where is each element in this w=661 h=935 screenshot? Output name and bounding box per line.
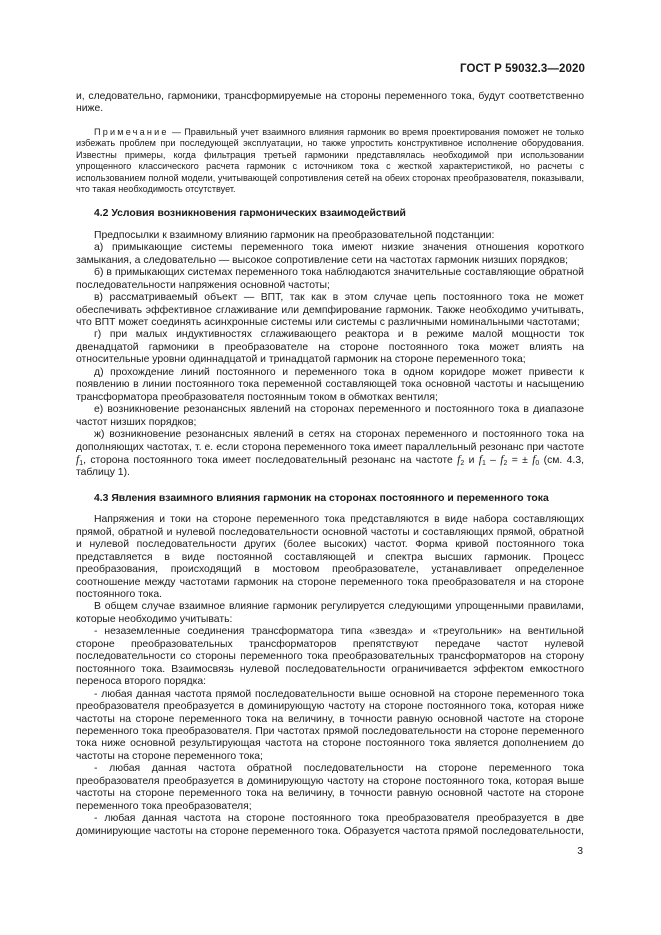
list-item-e: е) возникновение резонансных явлений на сторонах переменного и постоянного тока в диапазоне частот низших порядков;	[76, 404, 584, 428]
section-4-3-paragraph: Напряжения и токи на стороне переменного тока представляются в виде набора составляющих прямой, обратной и нулевой последовательности основной частоты и составляющих прямой, обратной и нулевой последовательности других (более высоких) частот. Форма кривой постоянного тока представляется в виде постоянной составляющей и спектра высших гармоник. Процесс преобразования, происходящий в мостовом преобразователе, устанавливает определенное соотношение между частотами гармоник на стороне переменного тока преобразователя и на стороне постоянного тока.	[76, 514, 584, 601]
note-text: — Правильный учет взаимного влияния гармоник во время проектирования поможет не только избежать проблем при последующей эксплуатации, но также упростить конструктивное исполнение оборудования. Известны примеры, когда фильтрация третьей гармоники представлялась необходимой при использовании упрощенного классического расчета гармоник с источником тока с жесткой характеристикой, но расчеты с использованием полной модели, учитывающей сопротивления сетей на обеих сторонах преобразователя, показывали, что такая необходимость отсутствует.	[76, 126, 584, 194]
list-item-d: д) прохождение линий постоянного и переменного тока в одном коридоре может привести к появлению в линии постоянного тока переменной составляющей тока основной частоты и насыщению трансформатора преобразователя постоянным током в обмотках вентиля;	[76, 366, 584, 403]
section-4-3-paragraph: - любая данная частота прямой последовательности выше основной на стороне переменного тока преобразователя преобразуется в доминирующую частоту на стороне постоянного тока, которая ниже частоты на стороне переменного тока на величину, в точности равную основной частоте на стороне переменного тока преобразователя. При частотах прямой последовательности на стороне переменного тока ниже основной результирующая частота на стороне постоянного тока является дополнением до частоты на стороне переменного тока;	[76, 688, 584, 762]
section-4-3-paragraph: - незаземленные соединения трансформатора типа «звезда» и «треугольник» на вентильной стороне преобразовательных трансформаторов препятствуют передаче частот нулевой последовательности со стороны переменного тока преобразовательных трансформаторов на сторону постоянного тока. Взаимосвязь нулевой последовательности ограничивается эффектом емкостного переноса второго порядка:	[76, 626, 584, 688]
list-item-v: в) рассматриваемый объект — ВПТ, так как в этом случае цепь постоянного тока не может обеспечивать эффективное сглаживание или демпфирование гармоник. Также необходимо учитывать, что ВПТ может соединять асинхронные системы или системы с различными номинальными частотами;	[76, 292, 584, 328]
document-body	[76, 91, 584, 838]
list-item-g: г) при малых индуктивностях сглаживающего реактора и в режиме малой мощности ток двенадцатой гармоники в преобразователе на стороне постоянного тока может влиять на относительные уровни одиннадцатой и тринадцатой гармоник на стороне переменного тока;	[76, 329, 584, 366]
section-4-2-title: 4.2 Условия возникновения гармонических взаимодействий	[94, 208, 406, 220]
note-label: Примечание	[94, 126, 169, 137]
page-number: 3	[577, 846, 583, 857]
intro-paragraph: и, следовательно, гармоники, трансформируемые на стороны переменного тока, будут соответственно ниже.	[76, 91, 584, 115]
section-4-3-title: 4.3 Явления взаимного влияния гармоник на сторонах постоянного и переменного тока	[94, 492, 549, 504]
section-4-3-paragraph: - любая данная частота на стороне постоянного тока преобразователя преобразуется в две доминирующие частоты на стороне переменного тока. Образуется частота прямой последовательности,	[76, 813, 584, 837]
note-paragraph	[76, 127, 584, 195]
section-4-2-lead: Предпосылки к взаимному влиянию гармоник на преобразовательной подстанции:	[94, 229, 495, 241]
list-item-b: б) в примыкающих системах переменного тока наблюдаются значительные составляющие обратной последовательности напряжения основной частоты;	[76, 267, 584, 291]
list-item-zh: ж) возникновение резонансных явлений в сетях на сторонах переменного и постоянного тока на дополняющих частотах, т. е. если сторона переменного тока имеет параллельный резонанс при частоте $f_1$, сторона постоянного тока имеет последовательный резонанс на частоте $f_2$ и $f_1 - f_2$ = ± $f_0$ (см. 4.3, таблицу 1).	[76, 429, 584, 479]
section-4-3-paragraph: - любая данная частота обратной последовательности на стороне переменного тока преобразователя преобразуется в доминирующую частоту на стороне постоянного тока, которая выше частоты на стороне переменного тока на величину, в точности равную основной частоте на стороне переменного тока преобразователя;	[76, 763, 584, 812]
list-item-a: а) примыкающие системы переменного тока имеют низкие значения отношения короткого замыкания, а следовательно — высокое сопротивление сети на частотах гармоник низших порядков;	[76, 242, 584, 266]
section-4-3-paragraph: В общем случае взаимное влияние гармоник регулируется следующими упрощенными правилами, которые необходимо учитывать:	[76, 601, 584, 625]
document-id: ГОСТ Р 59032.3—2020	[460, 63, 585, 75]
